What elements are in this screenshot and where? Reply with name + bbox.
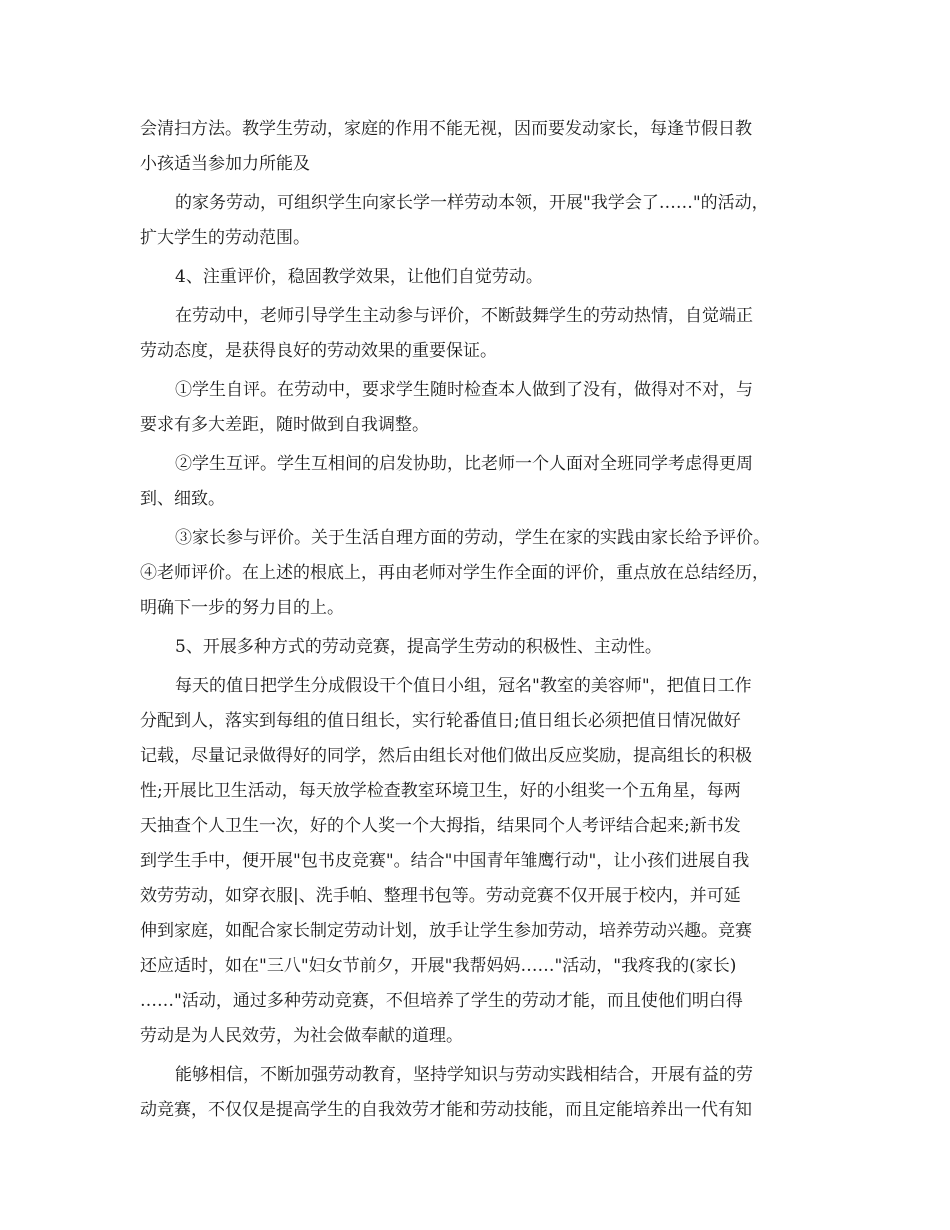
text-line: 性;开展比卫生活动，每天放学检查教室环境卫生，好的小组奖一个五角星，每两 bbox=[140, 781, 741, 801]
text-line: 小孩适当参加力所能及 bbox=[140, 154, 310, 174]
text-line: 到学生手中，便开展"包书皮竞赛"。结合"中国青年雏鹰行动"，让小孩们进展自我 bbox=[140, 851, 750, 871]
text-line: ③家长参与评价。关于生活自理方面的劳动，学生在家的实践由家长给予评价。 bbox=[175, 528, 770, 548]
text-line: 能够相信，不断加强劳动教育，坚持学知识与劳动实践相结合，开展有益的劳 bbox=[175, 1065, 753, 1085]
text-line: 劳动是为人民效劳，为社会做奉献的道理。 bbox=[140, 1026, 463, 1046]
text-line: 到、细致。 bbox=[140, 489, 225, 509]
text-line: 动竞赛，不仅仅是提高学生的自我效劳才能和劳动技能，而且定能培养出一代有知 bbox=[140, 1100, 752, 1120]
text-line: 效劳劳动，如穿衣服|、洗手帕、整理书包等。劳动竞赛不仅开展于校内，并可延 bbox=[140, 886, 741, 906]
text-line: 明确下一步的努力目的上。 bbox=[140, 598, 344, 618]
text-line: 扩大学生的劳动范围。 bbox=[140, 228, 310, 248]
text-line: ②学生互评。学生互相间的启发协助，比老师一个人面对全班同学考虑得更周 bbox=[175, 454, 753, 474]
text-line: 的家务劳动，可组织学生向家长学一样劳动本领，开展"我学会了……"的活动， bbox=[175, 193, 769, 213]
text-line: 还应适时，如在"三八"妇女节前夕，开展"我帮妈妈……"活动，"我疼我的(家长) bbox=[140, 956, 737, 976]
text-line: ①学生自评。在劳动中，要求学生随时检查本人做到了没有，做得对不对，与 bbox=[175, 380, 753, 400]
section-heading: 5、开展多种方式的劳动竞赛，提高学生劳动的积极性、主动性。 bbox=[175, 637, 662, 657]
text-line: ④老师评价。在上述的根底上，再由老师对学生作全面的评价，重点放在总结经历， bbox=[140, 563, 769, 583]
text-line: 在劳动中，老师引导学生主动参与评价，不断鼓舞学生的劳动热情，自觉端正 bbox=[175, 306, 753, 326]
text-line: 分配到人，落实到每组的值日组长，实行轮番值日;值日组长必须把值日情况做好 bbox=[140, 711, 741, 731]
text-line: ……"活动，通过多种劳动竞赛，不但培养了学生的劳动才能，而且使他们明白得 bbox=[140, 991, 743, 1011]
document-body bbox=[140, 112, 815, 1128]
text-line: 要求有多大差距，随时做到自我调整。 bbox=[140, 415, 429, 435]
section-heading: 4、注重评价，稳固教学效果，让他们自觉劳动。 bbox=[175, 267, 543, 287]
text-line: 每天的值日把学生分成假设干个值日小组，冠名"教室的美容师"，把值日工作 bbox=[175, 676, 752, 696]
text-line: 天抽查个人卫生一次，好的个人奖一个大拇指，结果同个人考评结合起来;新书发 bbox=[140, 816, 741, 836]
text-line: 记载，尽量记录做得好的同学，然后由组长对他们做出反应奖励，提高组长的积极 bbox=[140, 746, 752, 766]
text-line: 会清扫方法。教学生劳动，家庭的作用不能无视，因而要发动家长，每逢节假日教 bbox=[140, 119, 752, 139]
text-line: 伸到家庭，如配合家长制定劳动计划，放手让学生参加劳动，培养劳动兴趣。竞赛 bbox=[140, 921, 752, 941]
text-line: 劳动态度，是获得良好的劳动效果的重要保证。 bbox=[140, 341, 497, 361]
